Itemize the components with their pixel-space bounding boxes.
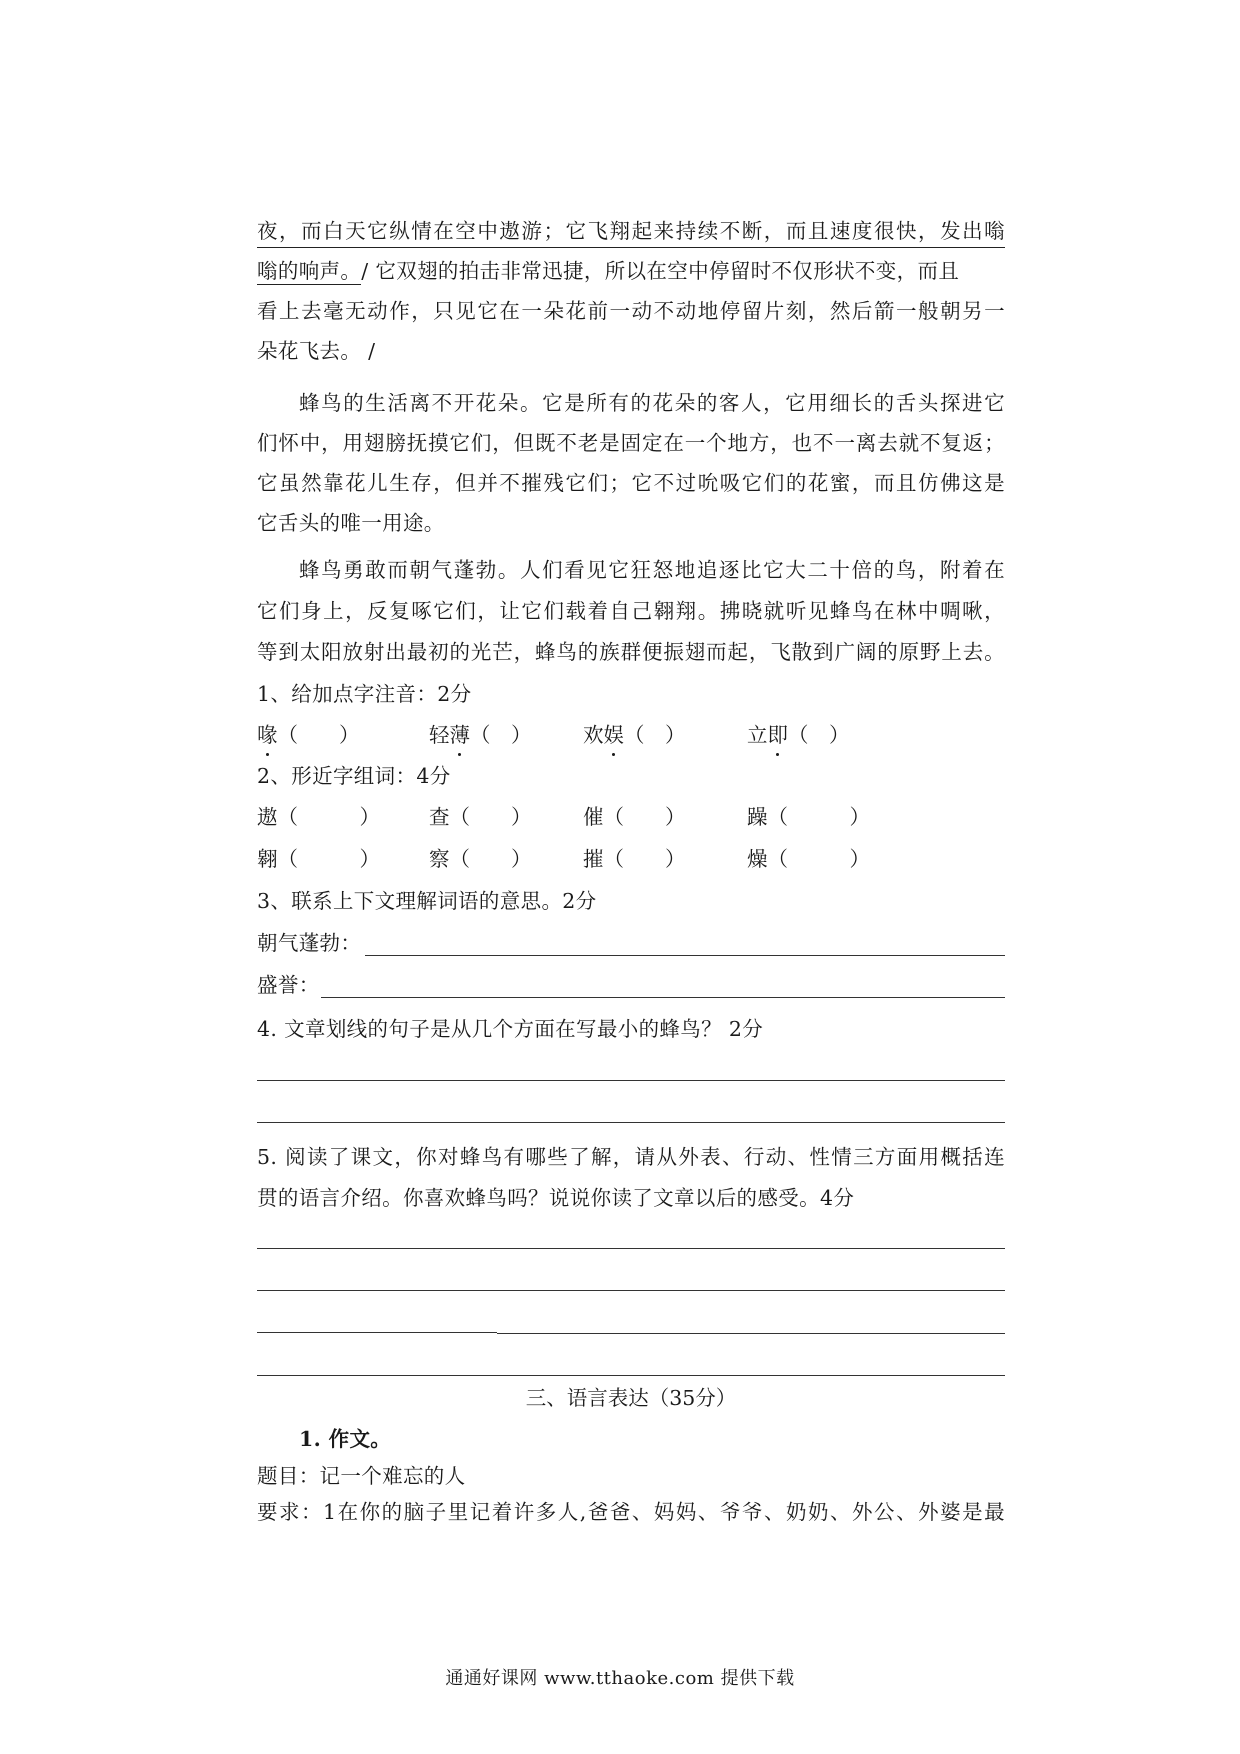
composition-requirement: 要求：1在你的脑子里记着许多人,爸爸、妈妈、爷爷、奶奶、外公、外婆是最 — [257, 1500, 1005, 1524]
passage-line: 它虽然靠花儿生存，但并不摧残它们；它不过吮吸它们的花蜜，而且仿佛这是 — [257, 471, 1005, 495]
passage-line: 看上去毫无动作，只见它在一朵花前一动不动地停留片刻，然后箭一般朝另一 — [257, 299, 1005, 323]
char: 燥 — [747, 847, 768, 871]
passage-line: 朵花飞去。 / — [257, 339, 376, 363]
passage-text: / 它双翅的拍击非常迅捷，所以在空中停留时不仅形状不变，而且 — [361, 259, 960, 283]
word-group-item — [747, 844, 870, 874]
answer-blank[interactable]: （ ） — [277, 723, 360, 747]
term-label: 朝气蓬勃： — [257, 931, 362, 955]
answer-line[interactable] — [365, 955, 1005, 956]
passage-line: 蜂鸟的生活离不开花朵。它是所有的花朵的客人，它用细长的舌头探进它 — [299, 391, 1005, 415]
answer-blank[interactable]: （ ） — [767, 847, 870, 871]
plain-char: 立 — [747, 723, 768, 747]
section-heading: 三、语言表达（35分） — [525, 1386, 737, 1410]
dotted-char: 即 — [768, 720, 789, 750]
answer-line[interactable] — [257, 1080, 1005, 1081]
answer-blank[interactable]: （ ） — [277, 847, 380, 871]
composition-topic: 题目：记一个难忘的人 — [257, 1464, 466, 1488]
answer-line[interactable] — [257, 1248, 1005, 1249]
pinyin-item — [747, 720, 850, 750]
question-text: 贯的语言介绍。你喜欢蜂鸟吗？说说你读了文章以后的感受。4分 — [257, 1186, 855, 1210]
answer-blank[interactable]: （ ） — [788, 723, 850, 747]
answer-blank[interactable]: （ ） — [277, 805, 380, 829]
char: 查 — [429, 805, 450, 829]
char: 遨 — [257, 805, 278, 829]
answer-line[interactable] — [257, 1332, 497, 1333]
char: 摧 — [583, 847, 604, 871]
char: 躁 — [747, 805, 768, 829]
word-group-item — [257, 844, 380, 874]
footer-credit: 通通好课网 www.tthaoke.com 提供下载 — [445, 1668, 795, 1689]
plain-char: 轻 — [429, 723, 450, 747]
answer-line[interactable] — [321, 997, 1005, 998]
word-group-item — [583, 802, 686, 832]
question-title: 3、联系上下文理解词语的意思。2分 — [257, 889, 597, 913]
word-group-item — [429, 802, 532, 832]
answer-blank[interactable]: （ ） — [449, 805, 532, 829]
composition-label: 1. 作文。 — [299, 1427, 392, 1451]
answer-blank[interactable]: （ ） — [603, 805, 686, 829]
pinyin-item — [583, 720, 686, 750]
word-group-item — [747, 802, 870, 832]
passage-line — [257, 256, 1005, 286]
answer-line[interactable] — [257, 1375, 1005, 1376]
passage-line: 它们身上，反复啄它们，让它们载着自己翱翔。拂晓就听见蜂鸟在林中啁啾， — [257, 599, 1005, 623]
answer-blank[interactable]: （ ） — [470, 723, 532, 747]
word-group-item — [429, 844, 532, 874]
answer-blank[interactable]: （ ） — [449, 847, 532, 871]
passage-line: 们怀中，用翅膀抚摸它们，但既不老是固定在一个地方，也不一离去就不复返； — [257, 431, 1005, 455]
passage-line: 等到太阳放射出最初的光芒，蜂鸟的族群便振翅而起，飞散到广阔的原野上去。 — [257, 640, 1005, 664]
passage-line: 它舌头的唯一用途。 — [257, 511, 445, 535]
dotted-char: 娱 — [604, 720, 625, 750]
answer-line[interactable] — [497, 1333, 1005, 1334]
pinyin-item — [429, 720, 532, 750]
plain-char: 欢 — [583, 723, 604, 747]
pinyin-item — [257, 720, 360, 750]
question-title: 1、给加点字注音：2分 — [257, 682, 472, 706]
term-label: 盛誉： — [257, 973, 320, 997]
dotted-char: 喙 — [257, 720, 278, 750]
question-title: 4. 文章划线的句子是从几个方面在写最小的蜂鸟？ 2分 — [257, 1017, 764, 1041]
char: 察 — [429, 847, 450, 871]
question-title: 2、形近字组词：4分 — [257, 764, 451, 788]
word-group-item — [257, 802, 380, 832]
question-title: 5. 阅读了课文，你对蜂鸟有哪些了解，请从外表、行动、性情三方面用概括连 — [257, 1145, 1005, 1169]
answer-line[interactable] — [257, 1290, 1005, 1291]
char: 催 — [583, 805, 604, 829]
answer-line[interactable] — [257, 1122, 1005, 1123]
underlined-sentence-end: 嗡的响声。 — [257, 259, 362, 283]
answer-blank[interactable]: （ ） — [767, 805, 870, 829]
passage-line: 蜂鸟勇敢而朝气蓬勃。人们看见它狂怒地追逐比它大二十倍的鸟，附着在 — [299, 558, 1005, 582]
dotted-char: 薄 — [450, 720, 471, 750]
word-group-item — [583, 844, 686, 874]
char: 翱 — [257, 847, 278, 871]
answer-blank[interactable]: （ ） — [603, 847, 686, 871]
answer-blank[interactable]: （ ） — [624, 723, 686, 747]
passage-line: 夜，而白天它纵情在空中遨游；它飞翔起来持续不断，而且速度很快，发出嗡 — [257, 216, 1005, 248]
